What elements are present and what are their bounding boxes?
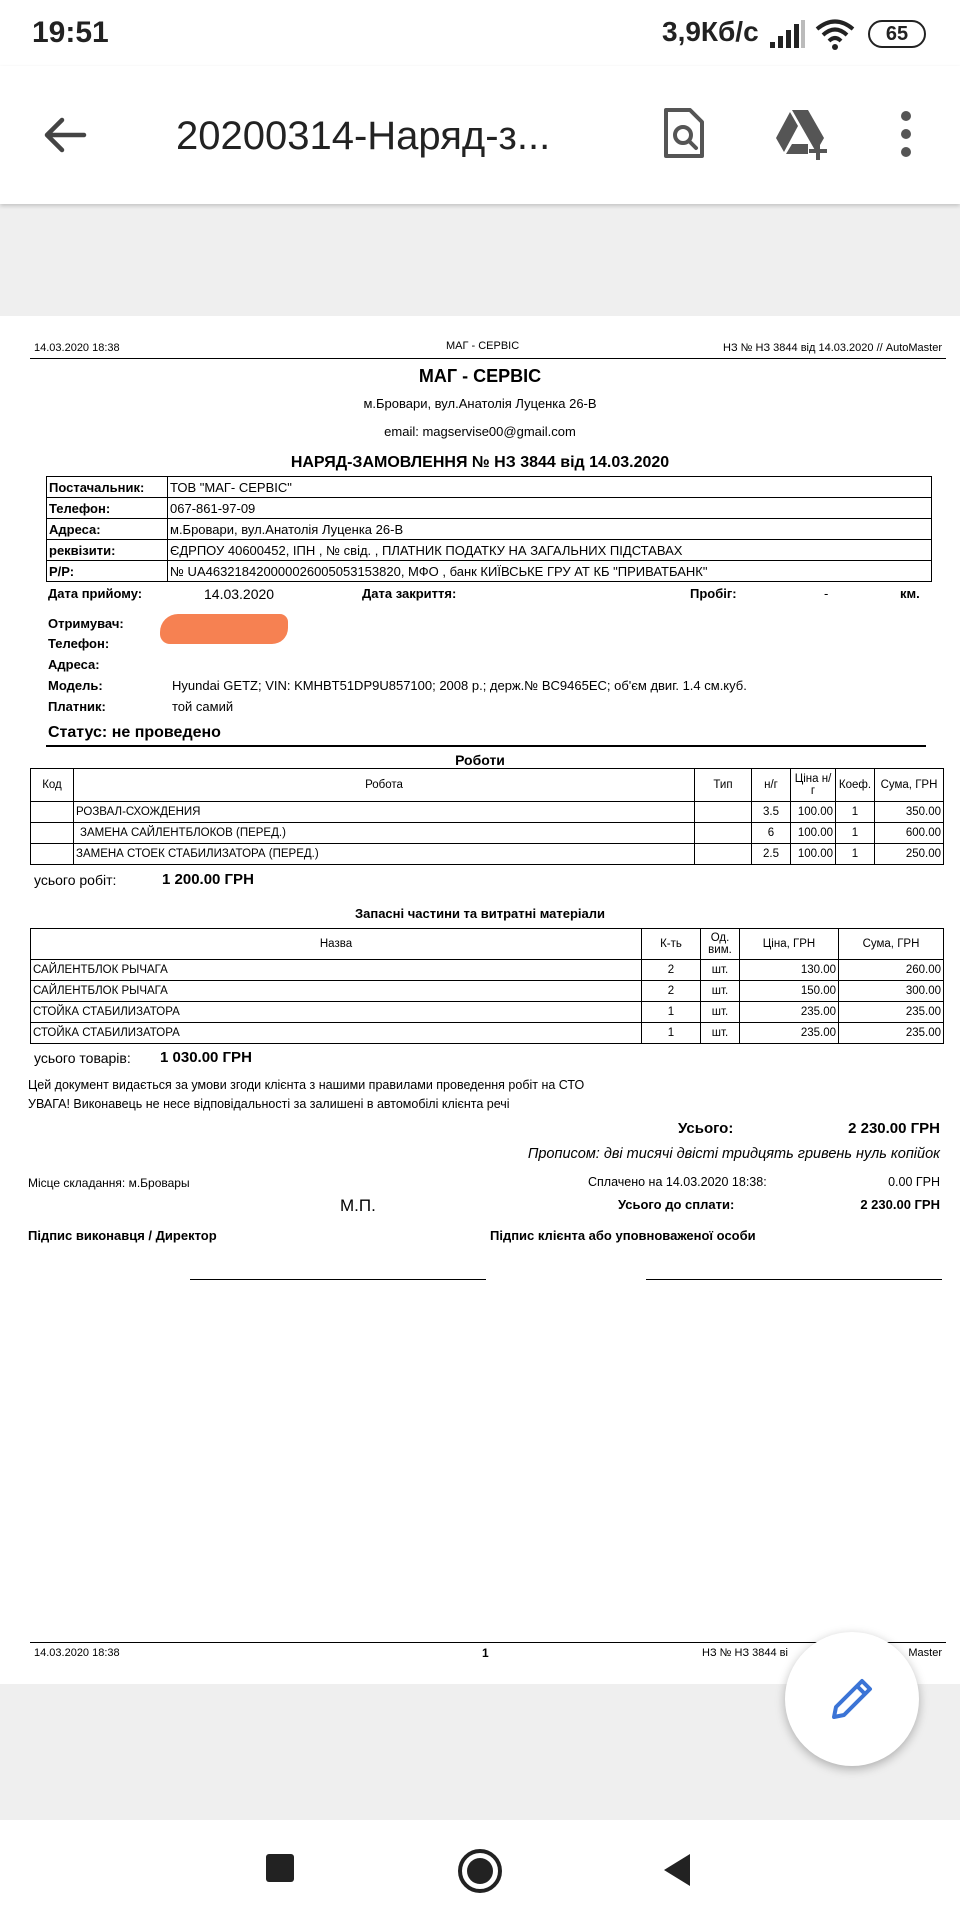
supplier-row	[47, 540, 932, 561]
status-bar	[0, 0, 960, 66]
parts-header-row	[31, 929, 944, 960]
parts-title: Запасні частини та витратні матеріали	[354, 906, 606, 921]
more-vert-icon[interactable]	[878, 106, 934, 162]
client-signature-label: Підпис клієнта або уповноваженої особи	[490, 1228, 756, 1243]
add-to-drive-icon[interactable]	[772, 106, 828, 162]
col-coef: Коеф.	[836, 769, 875, 802]
paid-label: Сплачено на 14.03.2020 18:38:	[588, 1175, 767, 1189]
back-icon[interactable]	[658, 1850, 698, 1890]
liability-note: УВАГА! Виконавець не несе відповідальності за залишені в автомобілі клієнта речі	[28, 1097, 510, 1111]
col-hours: н/г	[752, 769, 791, 802]
status-network-speed: 3,9Кб/с	[662, 16, 759, 47]
accept-date-value: 14.03.2020	[204, 586, 275, 602]
table-row	[31, 1023, 944, 1044]
cell-price: 130.00	[740, 960, 839, 981]
cell-hours: 6	[752, 823, 791, 844]
table-row	[31, 960, 944, 981]
cell-coef: 1	[836, 844, 875, 865]
page-number: 1	[482, 1646, 489, 1660]
cell-name: САЙЛЕНТБЛОК РЫЧАГА	[31, 960, 642, 981]
signal-icon	[770, 20, 806, 48]
cell-sum: 600.00	[875, 823, 944, 844]
footer-app-name: Master	[908, 1647, 942, 1659]
cell-price: 235.00	[740, 1002, 839, 1023]
supplier-value: 067-861-97-09	[168, 498, 932, 519]
company-address: м.Бровари, вул.Анатолія Луценка 26-В	[363, 396, 597, 411]
paid-value: 0.00 ГРН	[888, 1175, 940, 1189]
footer-divider	[30, 1642, 946, 1643]
cell-unit: шт.	[701, 1002, 740, 1023]
table-row	[31, 1002, 944, 1023]
supplier-value: ТОВ "МАГ- СЕРВІС"	[168, 477, 932, 498]
cell-price: 100.00	[791, 823, 836, 844]
footer-datetime: 14.03.2020 18:38	[34, 1647, 120, 1659]
cell-price: 235.00	[740, 1023, 839, 1044]
parts-total-label: усього товарів:	[34, 1050, 131, 1066]
model-label: Модель:	[48, 678, 103, 693]
cell-qty: 1	[642, 1023, 701, 1044]
cell-qty: 1	[642, 1002, 701, 1023]
mileage-value: -	[824, 586, 829, 601]
payer-label: Платник:	[48, 699, 106, 714]
close-date-label: Дата закриття:	[362, 586, 457, 601]
cell-sum: 250.00	[875, 844, 944, 865]
supplier-label: Телефон:	[47, 498, 168, 519]
grand-total-label: Усього:	[678, 1120, 734, 1137]
stamp-placeholder: М.П.	[340, 1196, 376, 1215]
col-code: Код	[31, 769, 74, 802]
works-title: Роботи	[455, 752, 505, 768]
cell-work: РОЗВАЛ-СХОЖДЕНИЯ	[74, 802, 695, 823]
supplier-value: № UA463218420000026005053153820, МФО , банк КИЇВСЬКЕ ГРУ АТ КБ "ПРИВАТБАНК"	[168, 561, 932, 582]
mileage-unit: км.	[900, 586, 920, 601]
col-work: Робота	[74, 769, 695, 802]
col-unit: Од. вим.	[701, 929, 740, 960]
company-email: email: magservise00@gmail.com	[384, 424, 576, 439]
cell-price: 100.00	[791, 802, 836, 823]
supplier-row	[47, 561, 932, 582]
home-icon[interactable]	[455, 1846, 505, 1896]
client-phone-label: Телефон:	[48, 636, 110, 651]
battery-icon: 65	[868, 20, 926, 48]
supplier-value: ЄДРПОУ 40600452, ІПН , № свід. , ПЛАТНИК ПОДАТКУ НА ЗАГАЛЬНИХ ПІДСТАВАХ	[168, 540, 932, 561]
works-total-value: 1 200.00 ГРН	[162, 871, 254, 888]
supplier-label: Р/Р:	[47, 561, 168, 582]
redacted-receiver	[160, 614, 288, 644]
status-text: Статус: не проведено	[48, 724, 221, 741]
document-title: 20200314-Наряд-з...	[176, 114, 551, 158]
header-divider	[30, 358, 946, 359]
header-company: МАГ - СЕРВІС	[446, 340, 520, 352]
company-name: МАГ - СЕРВІС	[418, 366, 542, 386]
cell-price: 150.00	[740, 981, 839, 1002]
supplier-label: Постачальник:	[47, 477, 168, 498]
supplier-label: реквізити:	[47, 540, 168, 561]
edit-button[interactable]	[785, 1632, 919, 1766]
receiver-label: Отримувач:	[48, 616, 124, 631]
grand-total-value: 2 230.00 ГРН	[848, 1120, 940, 1137]
amount-in-words: Прописом: дві тисячі двісті тридцять гривень нуль копійок	[527, 1146, 940, 1162]
status-time: 19:51	[32, 16, 109, 49]
col-price: Ціна, ГРН	[740, 929, 839, 960]
header-datetime: 14.03.2020 18:38	[34, 342, 120, 354]
pdf-page	[0, 316, 960, 1684]
table-row	[31, 981, 944, 1002]
due-value: 2 230.00 ГРН	[860, 1197, 940, 1212]
cell-price: 100.00	[791, 844, 836, 865]
cell-work: ЗАМЕНА САЙЛЕНТБЛОКОВ (ПЕРЕД.)	[74, 823, 695, 844]
cell-name: САЙЛЕНТБЛОК РЫЧАГА	[31, 981, 642, 1002]
cell-work: ЗАМЕНА СТОЕК СТАБИЛИЗАТОРА (ПЕРЕД.)	[74, 844, 695, 865]
col-sum: Сума, ГРН	[839, 929, 944, 960]
cell-name: СТОЙКА СТАБИЛИЗАТОРА	[31, 1023, 642, 1044]
cell-unit: шт.	[701, 1023, 740, 1044]
recents-icon[interactable]	[262, 1850, 302, 1890]
supplier-label: Адреса:	[47, 519, 168, 540]
pencil-icon	[826, 1673, 878, 1725]
supplier-table	[46, 476, 932, 582]
back-arrow-icon[interactable]	[40, 110, 90, 160]
cell-sum: 260.00	[839, 960, 944, 981]
accept-date-label: Дата прийому:	[48, 586, 143, 601]
cell-sum: 300.00	[839, 981, 944, 1002]
cell-sum: 235.00	[839, 1023, 944, 1044]
works-table	[30, 768, 944, 865]
col-price: Ціна н/г	[791, 769, 836, 802]
search-document-icon[interactable]	[656, 106, 712, 162]
cell-code	[31, 844, 74, 865]
parts-table	[30, 928, 944, 1044]
cell-name: СТОЙКА СТАБИЛИЗАТОРА	[31, 1002, 642, 1023]
footer-order-ref: НЗ № НЗ 3844 ві	[702, 1647, 788, 1659]
terms-note: Цей документ видається за умови згоди клієнта з нашими правилами проведення робіт на СТО	[28, 1078, 585, 1092]
place-of-issue: Місце складання: м.Бровары	[28, 1176, 190, 1190]
supplier-value: м.Бровари, вул.Анатолія Луценка 26-В	[168, 519, 932, 540]
parts-total-value: 1 030.00 ГРН	[160, 1049, 252, 1066]
client-signature-line	[646, 1279, 942, 1280]
table-row	[31, 823, 944, 844]
cell-coef: 1	[836, 802, 875, 823]
cell-type	[695, 802, 752, 823]
executor-signature-label: Підпис виконавця / Директор	[28, 1228, 217, 1243]
wifi-icon	[815, 18, 855, 50]
col-name: Назва	[31, 929, 642, 960]
navigation-bar	[0, 1820, 960, 1920]
cell-qty: 2	[642, 960, 701, 981]
cell-sum: 350.00	[875, 802, 944, 823]
client-address-label: Адреса:	[48, 657, 100, 672]
model-value: Hyundai GETZ; VIN: KMHBT51DP9U857100; 2008 р.; держ.№ BC9465EC; об'єм двиг. 1.4 см.куб.	[172, 678, 747, 693]
col-sum: Сума, ГРН	[875, 769, 944, 802]
status-divider	[46, 745, 926, 747]
table-row	[31, 844, 944, 865]
cell-sum: 235.00	[839, 1002, 944, 1023]
cell-unit: шт.	[701, 960, 740, 981]
cell-hours: 3.5	[752, 802, 791, 823]
mileage-label: Пробіг:	[690, 586, 737, 601]
header-order-ref: НЗ № НЗ 3844 від 14.03.2020 // AutoMaster	[723, 342, 942, 354]
supplier-row	[47, 519, 932, 540]
cell-coef: 1	[836, 823, 875, 844]
cell-hours: 2.5	[752, 844, 791, 865]
cell-code	[31, 823, 74, 844]
app-toolbar	[0, 66, 960, 204]
cell-code	[31, 802, 74, 823]
cell-type	[695, 844, 752, 865]
payer-value: той самий	[172, 699, 234, 714]
order-title: НАРЯД-ЗАМОВЛЕННЯ № НЗ 3844 від 14.03.2020	[290, 454, 670, 471]
due-label: Усього до сплати:	[618, 1197, 735, 1212]
table-row	[31, 802, 944, 823]
works-header-row	[31, 769, 944, 802]
cell-unit: шт.	[701, 981, 740, 1002]
executor-signature-line	[190, 1279, 486, 1280]
supplier-row	[47, 477, 932, 498]
cell-qty: 2	[642, 981, 701, 1002]
col-qty: К-ть	[642, 929, 701, 960]
supplier-row	[47, 498, 932, 519]
works-total-label: усього робіт:	[34, 872, 117, 888]
col-type: Тип	[695, 769, 752, 802]
cell-type	[695, 823, 752, 844]
